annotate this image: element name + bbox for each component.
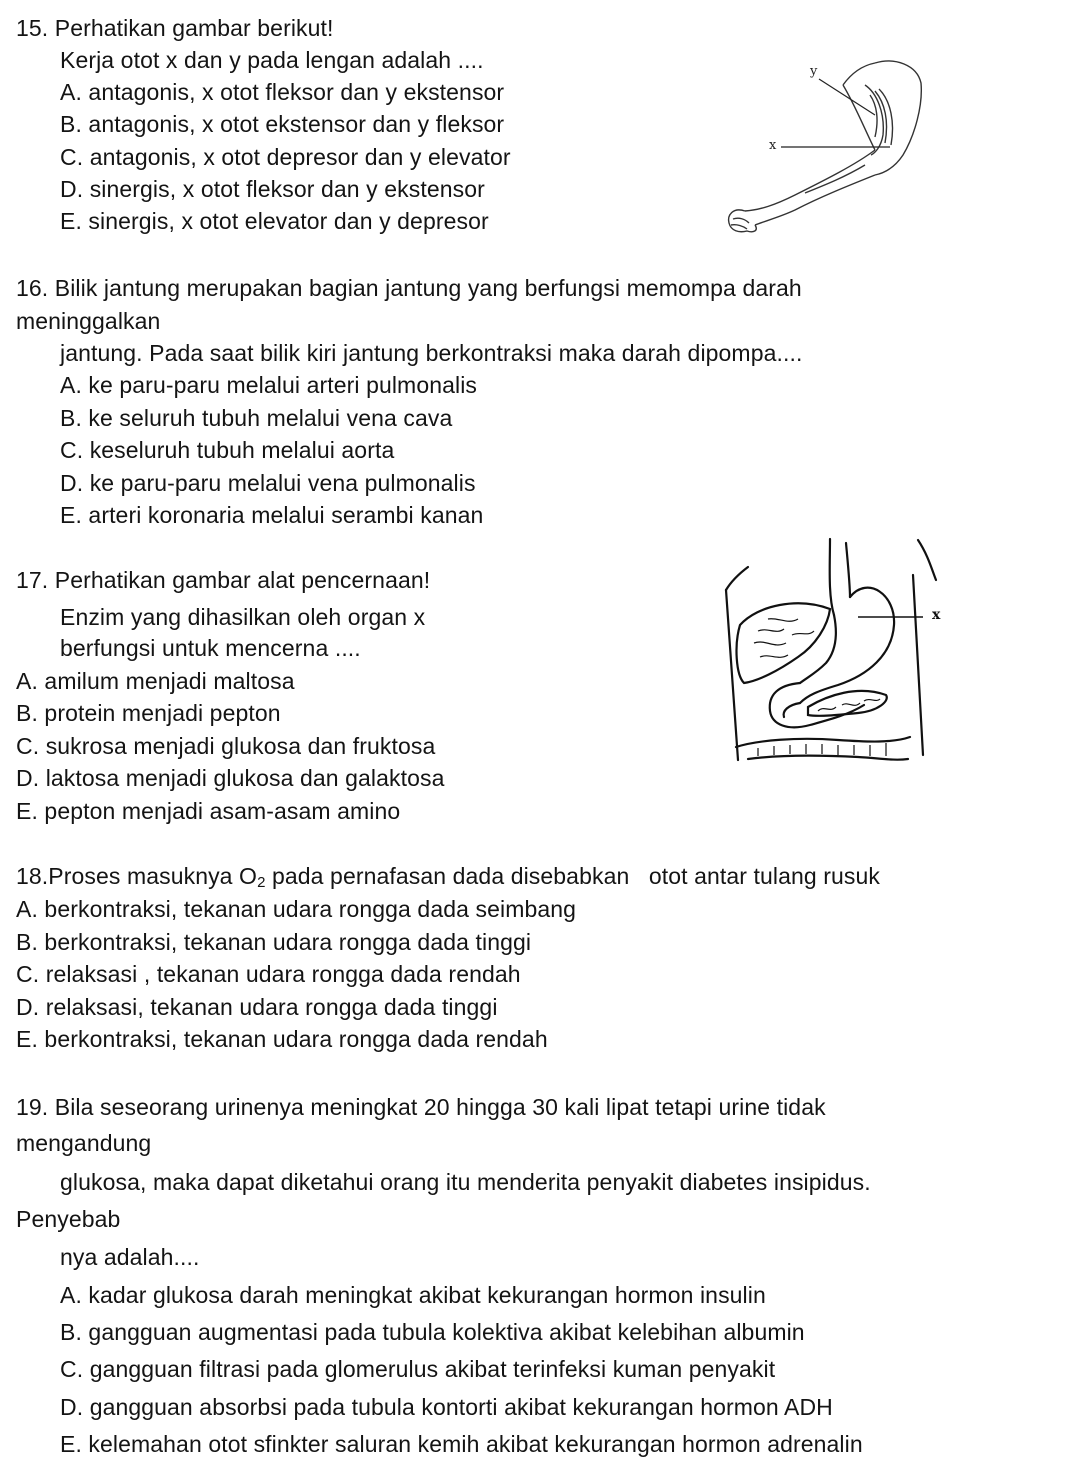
- q17-option-d: D. laktosa menjadi glukosa dan galaktosa: [16, 765, 445, 791]
- q16-option-b: B. ke seluruh tubuh melalui vena cava: [60, 405, 453, 431]
- q18-stem-part1: 18.Proses masuknya O: [16, 863, 258, 889]
- q17-option-c: C. sukrosa menjadi glukosa dan fruktosa: [16, 733, 436, 759]
- q15-heading: 15. Perhatikan gambar berikut!: [16, 15, 334, 41]
- digestive-figure: [718, 535, 958, 775]
- q16-option-d: D. ke paru-paru melalui vena pulmonalis: [60, 470, 476, 496]
- q18-option-d: D. relaksasi, tekanan udara rongga dada tinggi: [16, 994, 498, 1020]
- q16-stem-line1: 16. Bilik jantung merupakan bagian jantung yang berfungsi memompa darah: [16, 275, 802, 301]
- q17-option-a: A. amilum menjadi maltosa: [16, 668, 295, 694]
- q16-stem-line3: jantung. Pada saat bilik kiri jantung berkontraksi maka darah dipompa....: [60, 340, 803, 366]
- q16-option-c: C. keseluruh tubuh melalui aorta: [60, 437, 395, 463]
- q18-oxygen-subscript: 2: [257, 874, 266, 891]
- q18-option-a: A. berkontraksi, tekanan udara rongga dada seimbang: [16, 896, 577, 922]
- q19-stem-line3: glukosa, maka dapat diketahui orang itu menderita penyakit diabetes insipidus.: [60, 1169, 871, 1195]
- q17-stem-line2: berfungsi untuk mencerna ....: [60, 635, 361, 661]
- q16-option-e: E. arteri koronaria melalui serambi kanan: [60, 502, 484, 528]
- q18-stem-part2: pada pernafasan dada disebabkan otot antar tulang rusuk: [265, 863, 880, 889]
- q18-option-b: B. berkontraksi, tekanan udara rongga dada tinggi: [16, 929, 532, 955]
- q16-stem-line2: meninggalkan: [16, 308, 161, 334]
- q17-stem-line1: Enzim yang dihasilkan oleh organ x: [60, 604, 426, 630]
- digestive-label-x: x: [932, 607, 941, 623]
- q19-option-e: E. kelemahan otot sfinkter saluran kemih akibat kekurangan hormon adrenalin: [60, 1431, 863, 1457]
- q19-stem-line5: nya adalah....: [60, 1244, 200, 1270]
- q15-option-a: A. antagonis, x otot fleksor dan y ekstensor: [60, 79, 505, 105]
- q15-option-d: D. sinergis, x otot fleksor dan y ekstensor: [60, 176, 485, 202]
- q19-option-a: A. kadar glukosa darah meningkat akibat kekurangan hormon insulin: [60, 1282, 766, 1308]
- q17-heading: 17. Perhatikan gambar alat pencernaan!: [16, 567, 431, 593]
- arm-muscle-figure: [725, 55, 925, 250]
- q15-option-c: C. antagonis, x otot depresor dan y elevator: [60, 144, 511, 170]
- q19-option-b: B. gangguan augmentasi pada tubula kolektiva akibat kelebihan albumin: [60, 1319, 805, 1345]
- q18-option-c: C. relaksasi , tekanan udara rongga dada rendah: [16, 961, 521, 987]
- arm-label-y: y: [810, 64, 818, 79]
- q15-option-b: B. antagonis, x otot ekstensor dan y fleksor: [60, 111, 505, 137]
- q17-option-b: B. protein menjadi pepton: [16, 700, 281, 726]
- q16-option-a: A. ke paru-paru melalui arteri pulmonalis: [60, 372, 478, 398]
- q19-option-d: D. gangguan absorbsi pada tubula kontorti akibat kekurangan hormon ADH: [60, 1394, 833, 1420]
- q19-stem-line4: Penyebab: [16, 1206, 121, 1232]
- q19-stem-line2: mengandung: [16, 1130, 152, 1156]
- arm-label-x: x: [769, 138, 777, 153]
- q15-stem: Kerja otot x dan y pada lengan adalah ....: [60, 47, 484, 73]
- q15-option-e: E. sinergis, x otot elevator dan y depresor: [60, 208, 489, 234]
- q18-stem: [16, 862, 880, 890]
- q19-stem-line1: 19. Bila seseorang urinenya meningkat 20 hingga 30 kali lipat tetapi urine tidak: [16, 1094, 826, 1120]
- q19-option-c: C. gangguan filtrasi pada glomerulus akibat terinfeksi kuman penyakit: [60, 1356, 776, 1382]
- q17-option-e: E. pepton menjadi asam-asam amino: [16, 798, 401, 824]
- q18-option-e: E. berkontraksi, tekanan udara rongga dada rendah: [16, 1026, 548, 1052]
